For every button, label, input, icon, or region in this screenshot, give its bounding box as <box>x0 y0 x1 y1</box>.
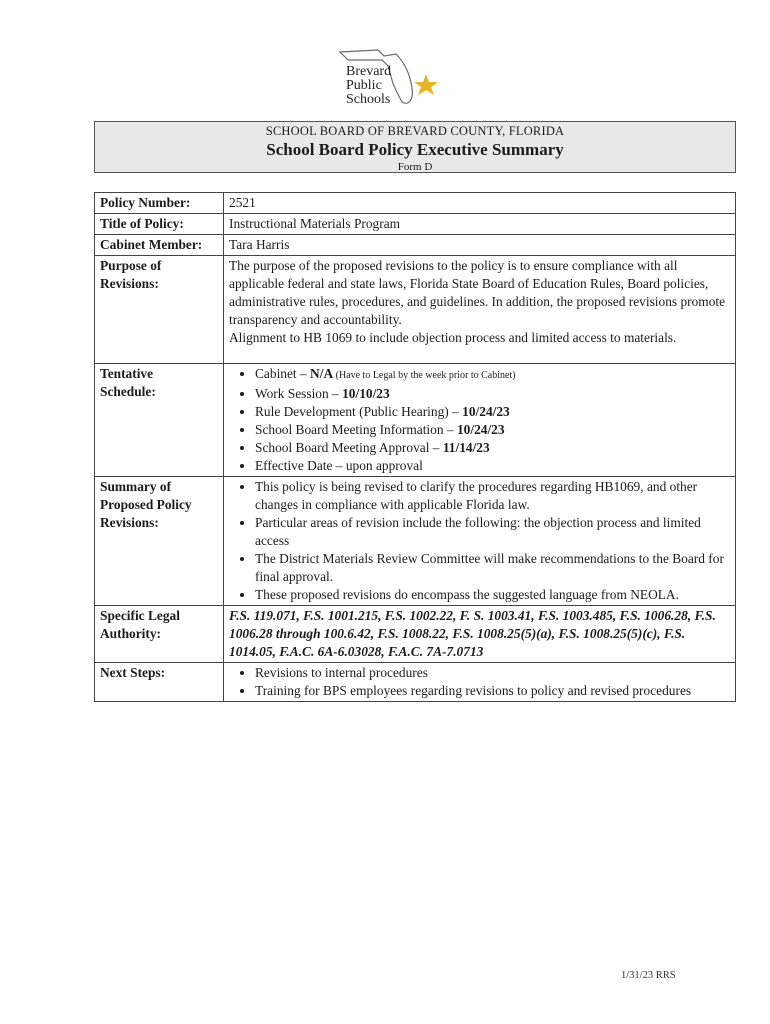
form-label: Form D <box>397 161 433 173</box>
logo-line-3: Schools <box>346 92 391 107</box>
purpose-label-1: Purpose of <box>100 258 162 273</box>
schedule-item-date: 10/24/23 <box>462 404 510 419</box>
summary-item: • The District Materials Review Committee will make recommendations to the Board for final approval. <box>255 550 731 586</box>
summary-item: • Particular areas of revision include the following: the objection process and limited access <box>255 514 731 550</box>
title-value: Instructional Materials Program <box>224 214 736 235</box>
row-cabinet <box>95 235 736 256</box>
purpose-value <box>224 256 736 364</box>
legal-label <box>95 606 224 663</box>
star-icon <box>414 74 438 95</box>
alignment-paragraph: Alignment to HB 1069 to include objection process and limited access to materials. <box>229 330 677 345</box>
board-name: SCHOOL BOARD OF BREVARD COUNTY, FLORIDA <box>265 124 565 138</box>
schedule-item-cabinet <box>255 365 731 385</box>
logo-line-1: Brevard <box>346 64 392 79</box>
document-title: School Board Policy Executive Summary <box>266 140 564 159</box>
legal-label-2: Authority: <box>100 626 161 641</box>
row-title <box>95 214 736 235</box>
schedule-item-work-session <box>255 385 731 403</box>
next-steps-value <box>224 663 736 702</box>
next-step-item: • Training for BPS employees regarding revisions to policy and revised procedures <box>255 682 731 700</box>
schedule-item-text: Effective Date – upon approval <box>255 458 423 473</box>
row-legal <box>95 606 736 663</box>
schedule-item-text: Rule Development (Public Hearing) – <box>255 404 463 419</box>
schedule-list <box>229 365 731 475</box>
purpose-paragraph: The purpose of the proposed revisions to the policy is to ensure compliance with all applicable federal and state laws, Florida State Board of Education Rules, Board policies, administrative rules, procedures, and guidelines. In addition, the proposed revisions promote transparency and accountability. <box>229 258 726 327</box>
summary-label-3: Revisions: <box>100 515 159 530</box>
executive-summary-table <box>94 192 736 702</box>
row-next-steps <box>95 663 736 702</box>
row-policy-number <box>95 193 736 214</box>
schedule-item-date: 10/10/23 <box>342 386 390 401</box>
cabinet-value: Tara Harris <box>224 235 736 256</box>
brevard-public-schools-logo <box>338 44 448 120</box>
schedule-item-note: (Have to Legal by the week prior to Cabinet) <box>333 370 516 381</box>
row-purpose <box>95 256 736 364</box>
schedule-item-text: Work Session – <box>255 386 343 401</box>
purpose-label <box>95 256 224 364</box>
summary-header <box>94 121 736 173</box>
schedule-item-date: 10/24/23 <box>456 422 505 437</box>
next-step-item: • Revisions to internal procedures <box>255 664 731 682</box>
policy-number-value: 2521 <box>224 193 736 214</box>
schedule-item-date: N/A <box>310 366 334 381</box>
legal-authority-value: F.S. 119.071, F.S. 1001.215, F.S. 1002.22, F. S. 1003.41, F.S. 1003.485, F.S. 1006.28, F.S. 1006.28 through 100.6.42, F.S. 1008.22, F.S. 1008.25(5)(a), F.S. 1008.25(5)(c), F.S. 1014.05, F.A.C. 6A-6.03028, F.A.C. 7A-7.0713 <box>224 606 736 663</box>
schedule-label-2: Schedule: <box>100 384 156 399</box>
summary-list <box>229 478 731 604</box>
summary-label-1: Summary of <box>100 479 172 494</box>
summary-item: • This policy is being revised to clarify the procedures regarding HB1069, and other changes in compliance with applicable Florida law. <box>255 478 731 514</box>
summary-value <box>224 477 736 606</box>
purpose-label-2: Revisions: <box>100 276 159 291</box>
schedule-item-date: 11/14/23 <box>442 440 490 455</box>
schedule-item-board-approval <box>255 439 731 457</box>
summary-item: • These proposed revisions do encompass the suggested language from NEOLA. <box>255 586 731 604</box>
schedule-label <box>95 364 224 477</box>
footer-stamp: 1/31/23 RRS <box>621 970 676 981</box>
schedule-item-board-information <box>255 421 731 439</box>
row-summary <box>95 477 736 606</box>
schedule-label-1: Tentative <box>100 366 154 381</box>
policy-number-label: Policy Number: <box>95 193 224 214</box>
schedule-item-text: Cabinet – <box>255 366 311 381</box>
cabinet-label: Cabinet Member: <box>95 235 224 256</box>
summary-label <box>95 477 224 606</box>
schedule-item-rule-development <box>255 403 731 421</box>
legal-label-1: Specific Legal <box>100 608 180 623</box>
schedule-item-text: School Board Meeting Information – <box>255 422 457 437</box>
next-steps-list <box>229 664 731 700</box>
next-steps-label: Next Steps: <box>95 663 224 702</box>
logo-line-2: Public <box>346 78 382 93</box>
schedule-value <box>224 364 736 477</box>
row-schedule <box>95 364 736 477</box>
schedule-item-effective-date <box>255 457 731 475</box>
summary-label-2: Proposed Policy <box>100 497 192 512</box>
schedule-item-text: School Board Meeting Approval – <box>255 440 443 455</box>
title-label: Title of Policy: <box>95 214 224 235</box>
